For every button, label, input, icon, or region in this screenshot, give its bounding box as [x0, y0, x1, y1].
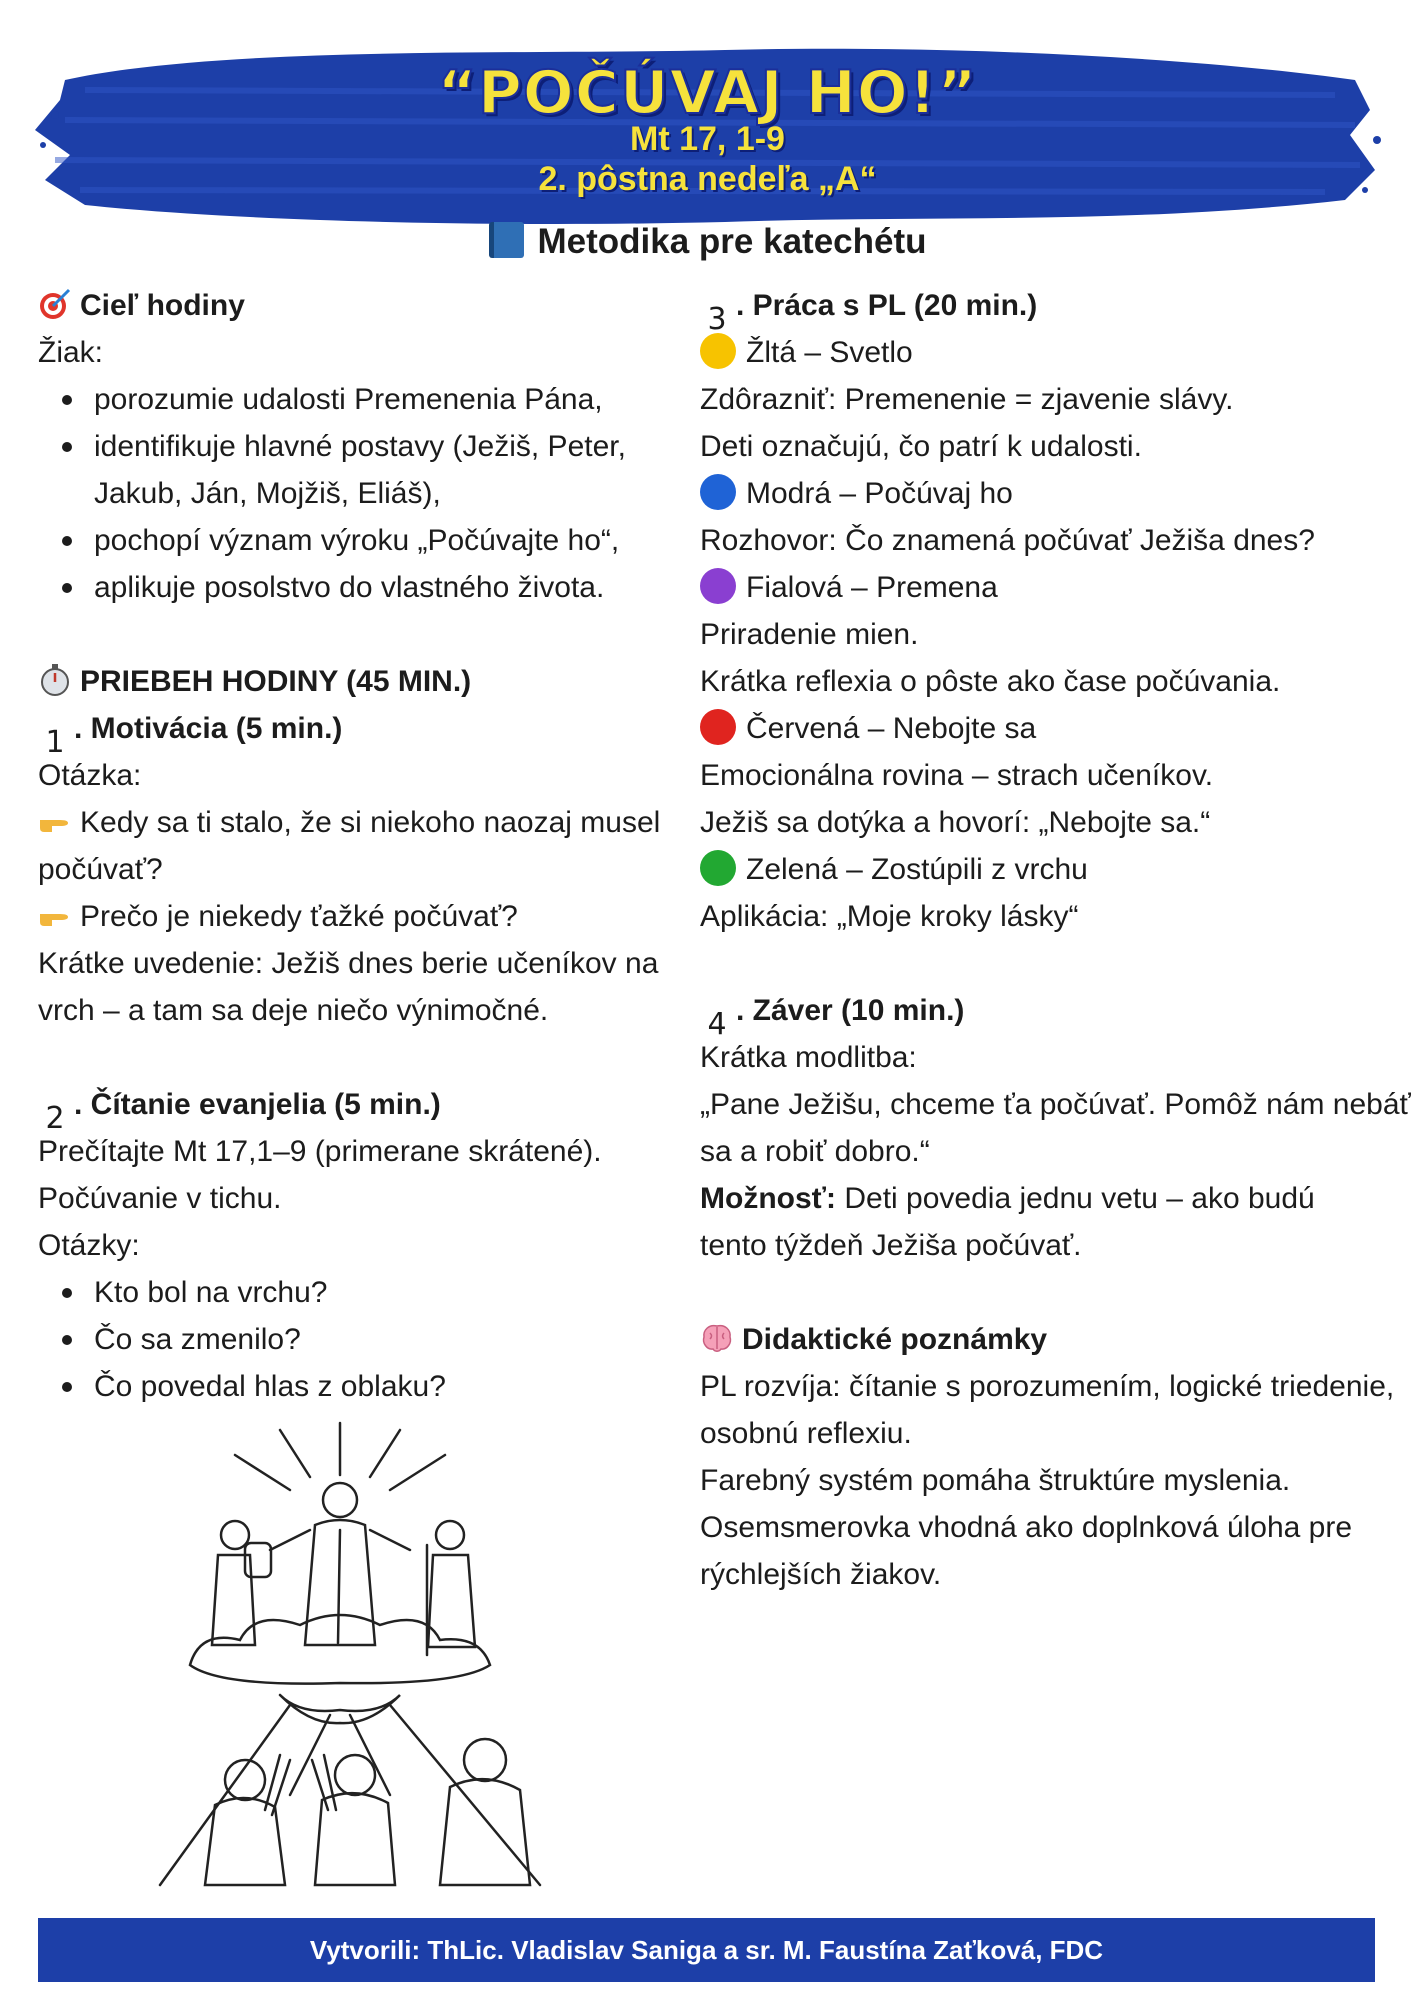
motivation-question: Prečo je niekedy ťažké počúvať?	[38, 893, 678, 940]
blue-circle-icon	[700, 474, 736, 510]
reading-text: Počúvanie v tichu.	[38, 1182, 282, 1215]
red-item: Červená – Nebojte sa	[700, 705, 1390, 752]
pointing-hand-icon	[38, 804, 72, 838]
flow-title: PRIEBEH HODINY (45 MIN.)	[38, 658, 678, 705]
blue-item: Modrá – Počúvaj ho	[700, 470, 1390, 517]
section-number: 1	[45, 725, 65, 760]
list-item: Čo povedal hlas z oblaku?	[38, 1363, 678, 1410]
stopwatch-icon	[38, 663, 72, 697]
book-icon	[489, 222, 524, 258]
prayer-text: „Pane Ježišu, chceme ťa počúvať. Pomôž nám nebáť	[700, 1088, 1411, 1121]
list-item: Kto bol na vrchu?	[38, 1269, 678, 1316]
purple-text: Priradenie mien.	[700, 618, 919, 651]
prayer-label: Krátka modlitba:	[700, 1041, 917, 1074]
list-item: Čo sa zmenilo?	[38, 1316, 678, 1363]
list-item: pochopí význam výroku „Počúvajte ho“,	[38, 517, 678, 564]
list-item-continuation: Jakub, Ján, Mojžiš, Eliáš),	[94, 477, 441, 510]
goal-intro: Žiak:	[38, 336, 104, 369]
transfiguration-illustration	[40, 1415, 660, 1915]
yellow-text: Zdôrazniť: Premenenie = zjavenie slávy.	[700, 383, 1234, 416]
intro-text: Krátke uvedenie: Ježiš dnes berie učeníkov na	[38, 947, 659, 980]
notes-title: Didaktické poznámky	[700, 1316, 1390, 1363]
notes-text: Osemsmerovka vhodná ako doplnková úloha pre	[700, 1511, 1353, 1544]
footer-credits: Vytvorili: ThLic. Vladislav Saniga a sr. M. Faustína Zaťková, FDC	[38, 1918, 1375, 1982]
notes-text: osobnú reflexiu.	[700, 1417, 912, 1450]
pointing-hand-icon	[38, 898, 72, 932]
purple-text: Krátka reflexia o pôste ako čase počúvania.	[700, 665, 1281, 698]
red-circle-icon	[700, 709, 736, 745]
green-item: Zelená – Zostúpili z vrchu	[700, 846, 1390, 893]
motivation-question-cont: počúvať?	[38, 853, 163, 886]
green-circle-icon	[700, 850, 736, 886]
section-2-title: 2 . Čítanie evanjelia (5 min.)	[38, 1081, 678, 1128]
list-item: porozumie udalosti Premenenia Pána,	[38, 376, 678, 423]
purple-item: Fialová – Premena	[700, 564, 1390, 611]
yellow-text: Deti označujú, čo patrí k udalosti.	[700, 430, 1142, 463]
question-label: Otázka:	[38, 759, 142, 792]
section-1-title: 1 . Motivácia (5 min.)	[38, 705, 678, 752]
yellow-item: Žltá – Svetlo	[700, 329, 1390, 376]
red-text: Ježiš sa dotýka a hovorí: „Nebojte sa.“	[700, 806, 1211, 839]
brain-icon	[700, 1321, 734, 1355]
goal-list	[38, 376, 678, 611]
blue-text: Rozhovor: Čo znamená počúvať Ježiša dnes?	[700, 524, 1315, 557]
notes-text: rýchlejších žiakov.	[700, 1558, 942, 1591]
section-number: 3	[707, 302, 727, 337]
right-column	[700, 282, 1411, 1598]
prayer-text: sa a robiť dobro.“	[700, 1135, 930, 1168]
purple-circle-icon	[700, 568, 736, 604]
option-text: Možnosť: Deti povedia jednu vetu – ako budú	[700, 1182, 1315, 1215]
questions-list	[38, 1269, 678, 1410]
page-title: “POČÚVAJ HO!”	[437, 58, 978, 128]
list-item: identifikuje hlavné postavy (Ježiš, Peter,	[38, 423, 678, 470]
notes-text: Farebný systém pomáha štruktúre myslenia.	[700, 1464, 1291, 1497]
target-icon	[38, 287, 72, 321]
section-number: 4	[707, 1007, 727, 1042]
intro-text: vrch – a tam sa deje niečo výnimočné.	[38, 994, 549, 1027]
sunday-label: 2. pôstna nedeľa „A“	[538, 160, 877, 198]
questions-label: Otázky:	[38, 1229, 140, 1262]
notes-text: PL rozvíja: čítanie s porozumením, logické triedenie,	[700, 1370, 1395, 1403]
section-heading: Metodika pre katechétu	[0, 222, 1415, 262]
red-text: Emocionálna rovina – strach učeníkov.	[700, 759, 1214, 792]
left-column	[38, 282, 678, 1410]
list-item: aplikuje posolstvo do vlastného života.	[38, 564, 678, 611]
section-number: 2	[45, 1101, 65, 1136]
goal-title: Cieľ hodiny	[38, 282, 678, 329]
reading-text: Prečítajte Mt 17,1–9 (primerane skrátené).	[38, 1135, 602, 1168]
scripture-reference: Mt 17, 1-9	[630, 120, 785, 158]
green-text: Aplikácia: „Moje kroky lásky“	[700, 900, 1079, 933]
motivation-question: Kedy sa ti stalo, že si niekoho naozaj musel	[38, 799, 678, 846]
option-text: tento týždeň Ježiša počúvať.	[700, 1229, 1082, 1262]
section-3-title: 3 . Práca s PL (20 min.)	[700, 282, 1390, 329]
section-4-title: 4 . Záver (10 min.)	[700, 987, 1390, 1034]
